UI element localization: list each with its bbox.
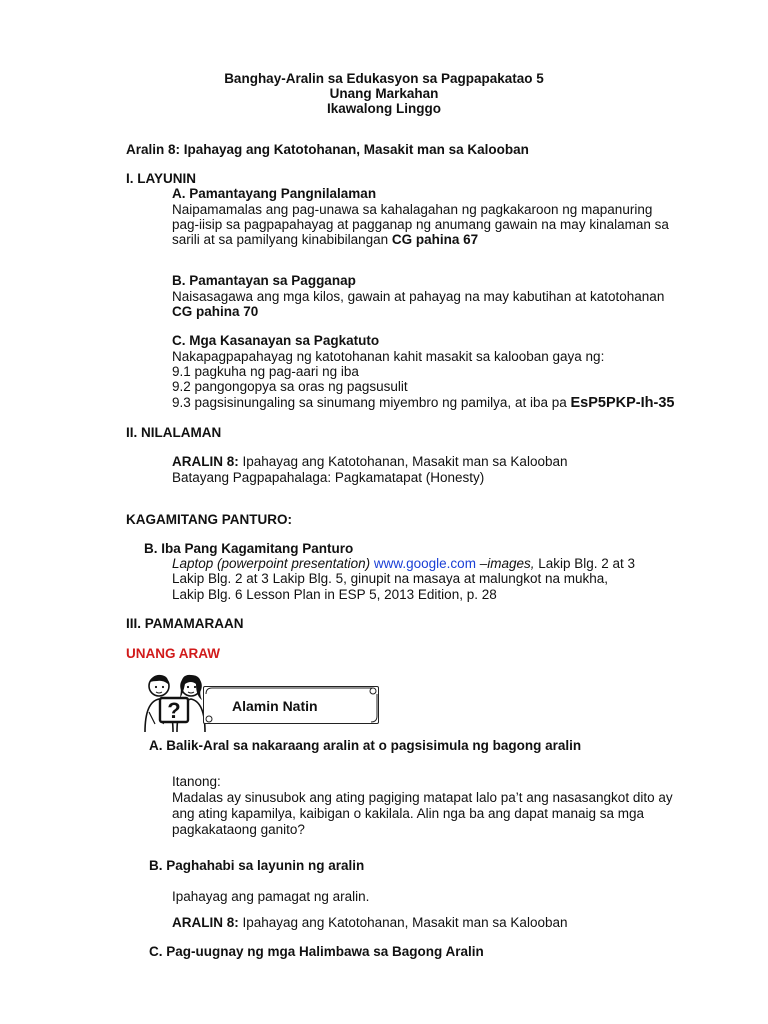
doc-week: Ikawalong Linggo — [327, 101, 441, 116]
list-item: 9.3 pagsisinungaling sa sinumang miyembro ng pamilya, at iba pa EsP5PKP-Ih-35 — [172, 395, 675, 411]
badge-title: Alamin Natin — [232, 698, 318, 714]
pamamaraan-a-line: pagkakataong ganito? — [172, 822, 305, 837]
pamamaraan-b-heading: B. Paghahabi sa layunin ng aralin — [149, 858, 365, 873]
doc-quarter: Unang Markahan — [329, 86, 439, 101]
pamamaraan-b-line: Ipahayag ang pamagat ng aralin. — [172, 889, 370, 904]
alamin-natin-badge — [141, 672, 387, 734]
day-label: UNANG ARAW — [126, 646, 220, 661]
layunin-a-heading: A. Pamantayang Pangnilalaman — [172, 186, 377, 201]
layunin-a-line: sarili at sa pamilyang kinabibilangan CG pahina 67 — [172, 232, 479, 247]
doc-title: Banghay-Aralin sa Edukasyon sa Pagpapakatao 5 — [224, 71, 544, 86]
question-mark-icon: ? — [167, 698, 181, 723]
pamamaraan-b-aralin: ARALIN 8: Ipahayag ang Katotohanan, Masakit man sa Kalooban — [172, 915, 568, 930]
competency-code: EsP5PKP-Ih-35 — [570, 395, 675, 411]
layunin-a-line: pag-iisip sa pagpapahayag at pagganap ng anumang gawain na may kinalaman sa — [172, 217, 669, 232]
kagamitan-line: Lakip Blg. 6 Lesson Plan in ESP 5, 2013 Edition, p. 28 — [172, 587, 497, 602]
scroll-banner — [203, 686, 379, 724]
nilalaman-aralin: ARALIN 8: Ipahayag ang Katotohanan, Masakit man sa Kalooban — [172, 454, 568, 469]
section-kagamitan: KAGAMITANG PANTURO: — [126, 512, 292, 527]
kagamitan-b-heading: B. Iba Pang Kagamitang Panturo — [144, 541, 354, 556]
list-item: 9.2 pangongopya sa oras ng pagsusulit — [172, 379, 408, 394]
section-pamamaraan: III. PAMAMARAAN — [126, 616, 244, 631]
lesson-title: Aralin 8: Ipahayag ang Katotohanan, Masakit man sa Kalooban — [126, 142, 529, 157]
section-nilalaman: II. NILALAMAN — [126, 425, 222, 440]
list-item: 9.1 pagkuha ng pag-aari ng iba — [172, 364, 359, 379]
pamamaraan-c-heading: C. Pag-uugnay ng mga Halimbawa sa Bagong Aralin — [149, 944, 484, 959]
layunin-b-heading: B. Pamantayan sa Pagganap — [172, 273, 356, 288]
pamamaraan-a-line: ang ating kapamilya, kaibigan o kakilala. Alin nga ba ang dapat manaig sa mga — [172, 806, 645, 821]
kagamitan-line: Laptop (powerpoint presentation) www.google.com –images, Lakip Blg. 2 at 3 — [172, 556, 636, 571]
layunin-a-line: Naipamamalas ang pag-unawa sa kahalagahan ng pagkakaroon ng mapanuring — [172, 202, 653, 217]
nilalaman-batayang: Batayang Pagpapahalaga: Pagkamatapat (Honesty) — [172, 470, 485, 485]
layunin-b-line: Naisasagawa ang mga kilos, gawain at pahayag na may kabutihan at katotohanan — [172, 289, 665, 304]
pamamaraan-a-line: Madalas ay sinusubok ang ating pagiging matapat lalo pa’t ang nasasangkot dito ay — [172, 790, 673, 805]
cg-ref: CG pahina 70 — [172, 304, 259, 319]
kids-thinking-icon — [141, 672, 211, 734]
google-link[interactable]: www.google.com — [373, 556, 476, 571]
pamamaraan-a-heading: A. Balik-Aral sa nakaraang aralin at o pagsisimula ng bagong aralin — [149, 738, 582, 753]
cg-ref: CG pahina 67 — [391, 232, 479, 247]
layunin-c-intro: Nakapagpapahayag ng katotohanan kahit masakit sa kalooban gaya ng: — [172, 349, 605, 364]
kagamitan-line: Lakip Blg. 2 at 3 Lakip Blg. 5, ginupit na masaya at malungkot na mukha, — [172, 571, 609, 586]
layunin-c-heading: C. Mga Kasanayan sa Pagkatuto — [172, 333, 380, 348]
itanong-label: Itanong: — [172, 774, 221, 789]
section-layunin: I. LAYUNIN — [126, 171, 197, 186]
